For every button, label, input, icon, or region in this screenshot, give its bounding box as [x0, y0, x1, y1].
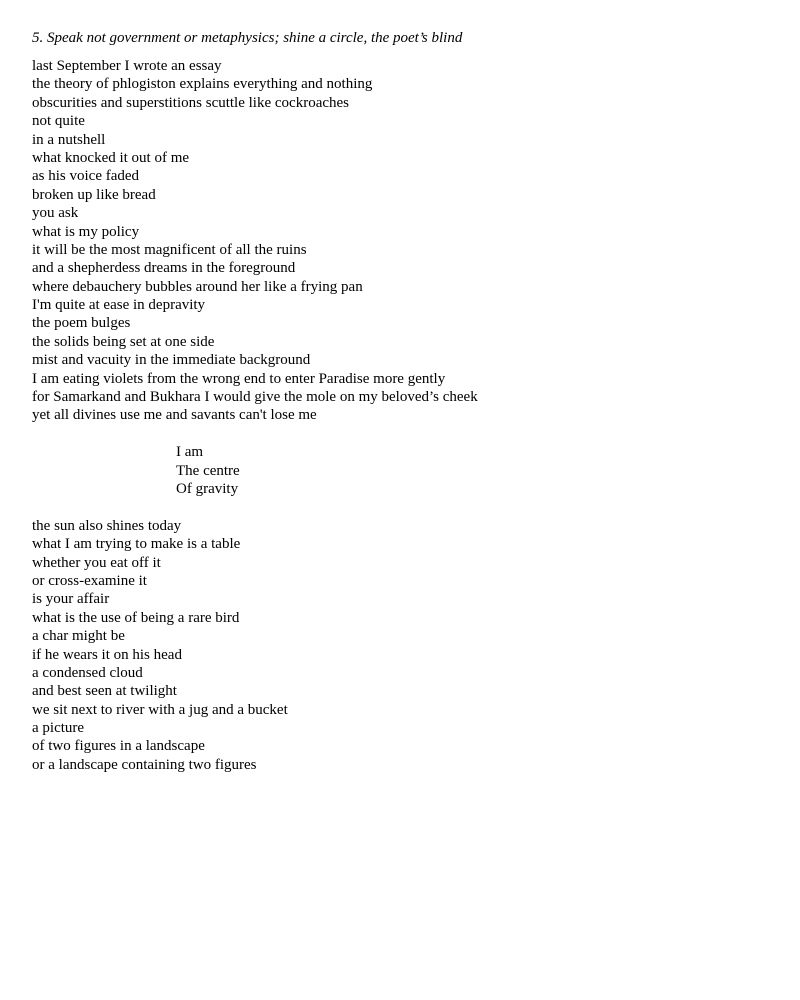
- stanza-2: [176, 443, 772, 498]
- poem-line: of two figures in a landscape: [32, 738, 205, 755]
- poem-line: the poem bulges: [32, 315, 131, 332]
- poem-line: what knocked it out of me: [32, 149, 190, 166]
- poem-line: not quite: [32, 113, 85, 130]
- poem-title: 5. Speak not government or metaphysics; shine a circle, the poet’s blind: [32, 30, 463, 46]
- poem-line: obscurities and superstitions scuttle like cockroaches: [32, 94, 349, 111]
- poem-page: [32, 28, 772, 774]
- poem-line: we sit next to river with a jug and a bucket: [32, 701, 288, 718]
- poem-line: The centre: [176, 462, 240, 479]
- poem-line: the solids being set at one side: [32, 333, 215, 350]
- poem-line: a condensed cloud: [32, 664, 143, 681]
- poem-line: for Samarkand and Bukhara I would give the mole on my beloved’s cheek: [32, 389, 478, 406]
- stanza-3: [32, 517, 772, 774]
- poem-line: it will be the most magnificent of all the ruins: [32, 241, 307, 258]
- poem-line: is your affair: [32, 591, 110, 608]
- poem-line: yet all divines use me and savants can't lose me: [32, 407, 317, 424]
- poem-line: or cross-examine it: [32, 572, 147, 589]
- poem-line: or a landscape containing two figures: [32, 756, 257, 773]
- stanza-1: [32, 57, 772, 425]
- poem-line: if he wears it on his head: [32, 646, 182, 663]
- poem-line: the sun also shines today: [32, 517, 182, 534]
- poem-line: broken up like bread: [32, 186, 156, 203]
- poem-line: a picture: [32, 720, 85, 737]
- poem-line: I am: [176, 444, 204, 461]
- poem-line: you ask: [32, 205, 79, 222]
- poem-line: as his voice faded: [32, 168, 140, 185]
- poem-line: Of gravity: [176, 480, 239, 497]
- poem-line: what I am trying to make is a table: [32, 536, 241, 553]
- poem-line: what is my policy: [32, 223, 140, 240]
- poem-line: what is the use of being a rare bird: [32, 609, 240, 626]
- poem-line: the theory of phlogiston explains everything and nothing: [32, 76, 373, 93]
- poem-line: and a shepherdess dreams in the foreground: [32, 260, 296, 277]
- poem-line: and best seen at twilight: [32, 683, 177, 700]
- poem-line: in a nutshell: [32, 131, 106, 148]
- stanza-break: [32, 498, 772, 516]
- poem-line: a char might be: [32, 628, 125, 645]
- poem-line: I'm quite at ease in depravity: [32, 297, 206, 314]
- poem-line: last September I wrote an essay: [32, 58, 222, 74]
- stanza-break: [32, 425, 772, 443]
- poem-line: where debauchery bubbles around her like a frying pan: [32, 278, 363, 295]
- poem-line: whether you eat off it: [32, 554, 161, 571]
- poem-line: I am eating violets from the wrong end to enter Paradise more gently: [32, 370, 446, 387]
- poem-line: mist and vacuity in the immediate background: [32, 352, 311, 369]
